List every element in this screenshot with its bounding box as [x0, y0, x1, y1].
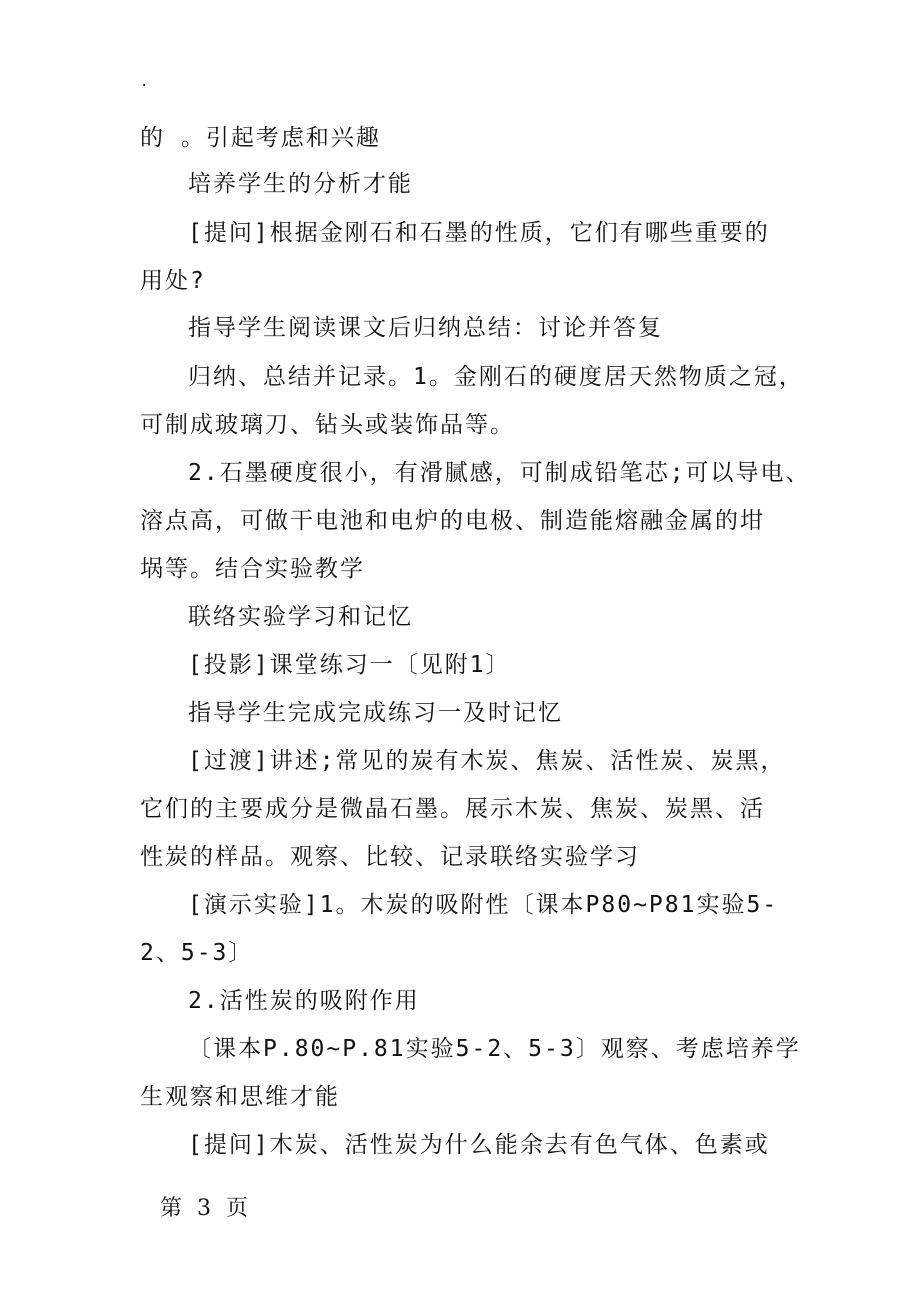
text-line: 2.石墨硬度很小，有滑腻感，可制成铅笔芯;可以导电、 — [188, 460, 811, 486]
text-line: 用处? — [140, 268, 206, 294]
text-line: 可制成玻璃刀、钻头或装饰品等。 — [140, 412, 515, 438]
text-line: 性炭的样品。观察、比较、记录联络实验学习 — [140, 844, 640, 870]
text-line: 2.活性炭的吸附作用 — [188, 988, 420, 1014]
text-line: 联络实验学习和记忆 — [188, 604, 413, 630]
text-line: 〔课本P.80~P.81实验5-2、5-3〕观察、考虑培养学 — [188, 1036, 801, 1062]
text-line: 指导学生完成完成练习一及时记忆 — [188, 700, 563, 726]
text-line: [提问]根据金刚石和石墨的性质，它们有哪些重要的 — [188, 220, 770, 246]
text-line: 2、5-3〕 — [140, 940, 254, 966]
top-mark: . — [140, 74, 149, 90]
page-number: 第 3 页 — [160, 1196, 252, 1221]
text-line: 指导学生阅读课文后归纳总结：讨论并答复 — [188, 315, 663, 341]
text-line: 它们的主要成分是微晶石墨。展示木炭、焦炭、炭黑、活 — [140, 796, 765, 822]
text-line: [演示实验]1。木炭的吸附性〔课本P80~P81实验5- — [188, 892, 779, 918]
text-line: 埚等。结合实验教学 — [140, 556, 365, 582]
text-line: [投影]课堂练习一〔见附1〕 — [188, 652, 511, 678]
text-line: 归纳、总结并记录。1。金刚石的硬度居天然物质之冠， — [188, 364, 804, 390]
text-line: 培养学生的分析才能 — [188, 171, 413, 197]
text-line: [提问]木炭、活性炭为什么能余去有色气体、色素或 — [188, 1132, 770, 1158]
text-line: 的 。引起考虑和兴趣 — [140, 125, 381, 151]
text-line: 溶点高，可做干电池和电炉的电极、制造能熔融金属的坩 — [140, 508, 765, 534]
text-line: 生观察和思维才能 — [140, 1084, 340, 1110]
text-line: [过渡]讲述;常见的炭有木炭、焦炭、活性炭、炭黑， — [188, 748, 786, 774]
